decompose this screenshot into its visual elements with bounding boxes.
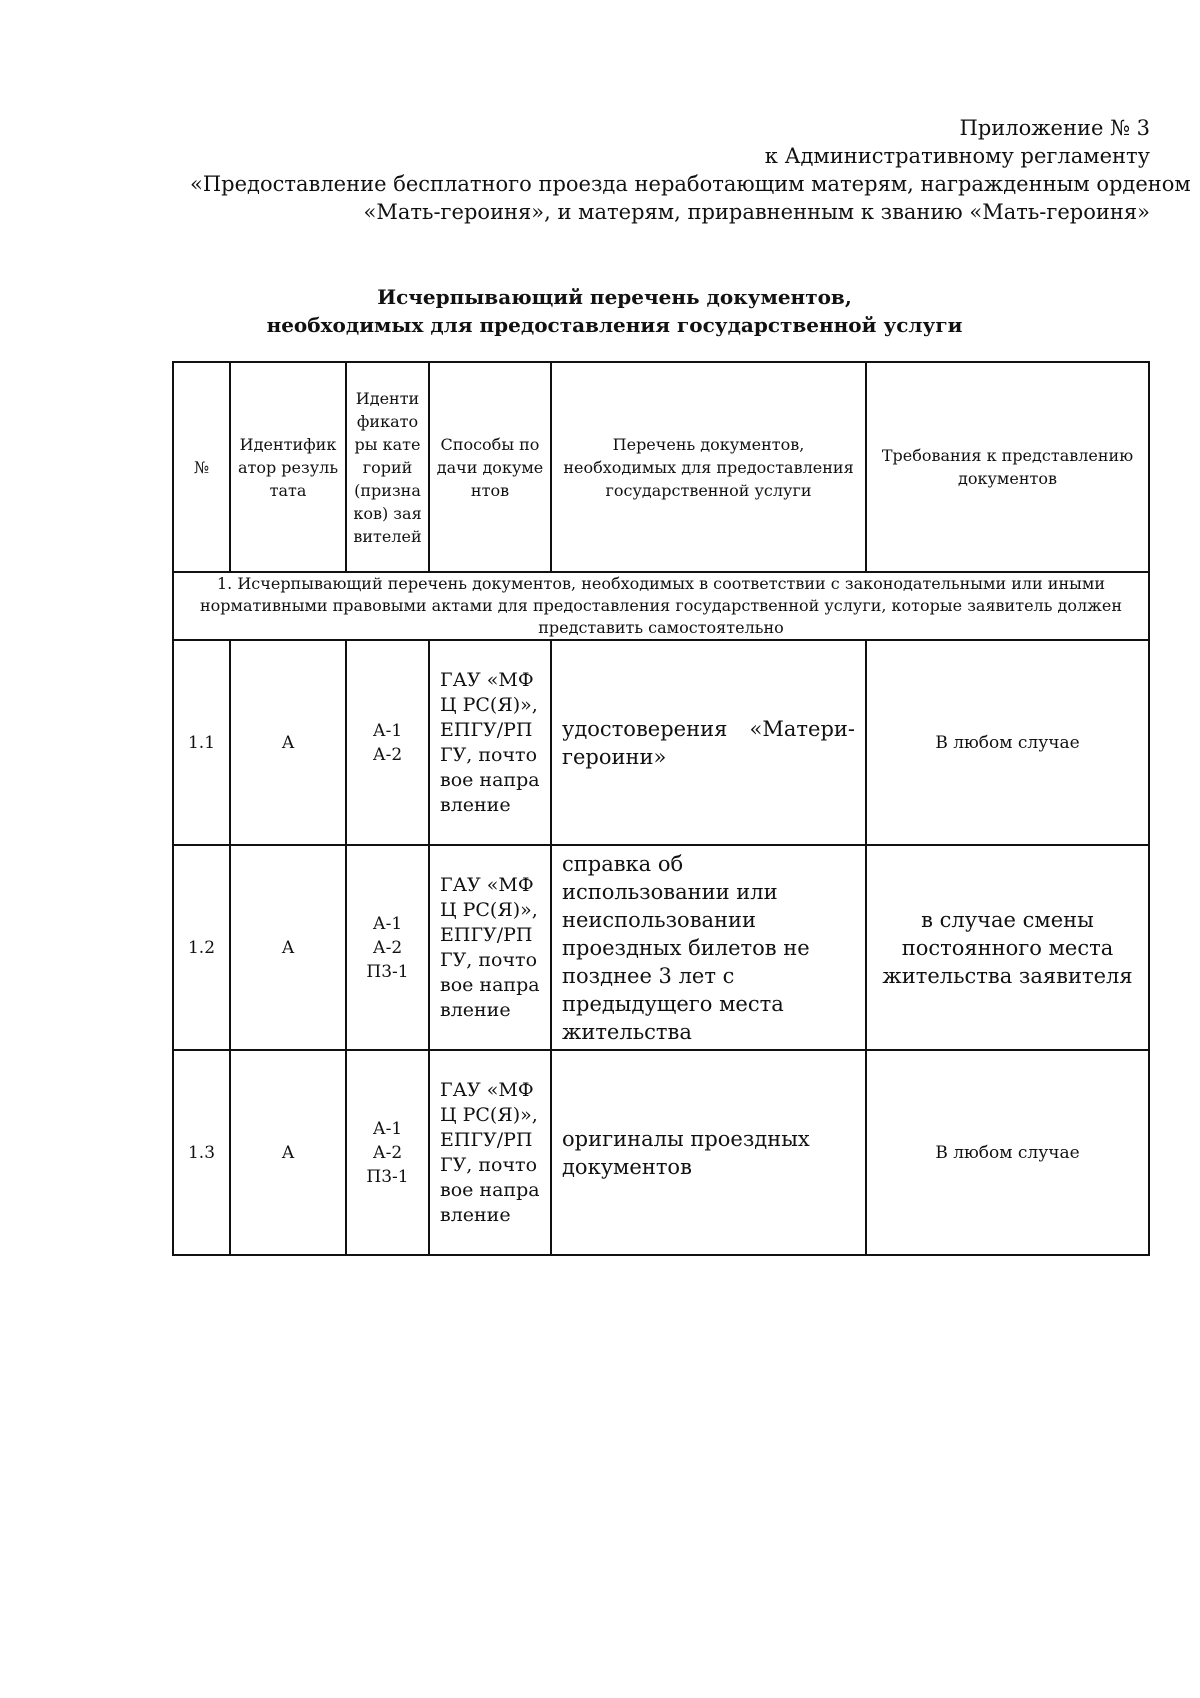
row-category-identifiers bbox=[346, 1050, 429, 1255]
category-code: А-1 bbox=[372, 720, 403, 741]
section-row bbox=[173, 572, 1149, 640]
category-code: А-2 bbox=[372, 937, 403, 958]
appendix-header bbox=[190, 114, 1191, 226]
row-result-identifier: А bbox=[230, 640, 346, 845]
category-code: А-2 bbox=[372, 744, 403, 765]
appendix-number: Приложение № 3 bbox=[959, 116, 1150, 140]
appendix-regulation-title-line1: «Предоставление бесплатного проезда неработающим матерям, награжденным орденом bbox=[190, 172, 1191, 196]
document-title-line1: Исчерпывающий перечень документов, bbox=[377, 285, 852, 309]
documents-table bbox=[172, 361, 1150, 1256]
header-category-identifiers: Идентификаторы категорий (признаков) заявителей bbox=[346, 362, 429, 572]
row-document: оригиналы проездных документов bbox=[551, 1050, 866, 1255]
row-category-identifiers bbox=[346, 845, 429, 1050]
row-number: 1.1 bbox=[173, 640, 230, 845]
header-number: № bbox=[173, 362, 230, 572]
table-row bbox=[173, 1050, 1149, 1255]
row-result-identifier: А bbox=[230, 1050, 346, 1255]
table-row bbox=[173, 845, 1149, 1050]
header-result-identifier: Идентификатор результата bbox=[230, 362, 346, 572]
document-title-line2: необходимых для предоставления государственной услуги bbox=[266, 313, 963, 337]
row-requirement: В любом случае bbox=[866, 1050, 1149, 1255]
appendix-regulation-title-line2: «Мать-героиня», и матерям, приравненным к званию «Мать-героиня» bbox=[363, 200, 1150, 224]
category-code: А-1 bbox=[372, 1118, 403, 1139]
header-documents-list: Перечень документов, необходимых для предоставления государственной услуги bbox=[551, 362, 866, 572]
table-row bbox=[173, 640, 1149, 845]
row-result-identifier: А bbox=[230, 845, 346, 1050]
row-requirement: В любом случае bbox=[866, 640, 1149, 845]
row-document: справка об использовании или неиспользовании проездных билетов не позднее 3 лет с предыдущего места жительства bbox=[551, 845, 866, 1050]
section-heading: 1. Исчерпывающий перечень документов, необходимых в соответствии с законодательными или иными нормативными правовыми актами для предоставления государственной услуги, которые заявитель должен представить самостоятельно bbox=[173, 572, 1149, 640]
row-submission-methods: ГАУ «МФЦ РС(Я)», ЕПГУ/РПГУ, почтовое направление bbox=[429, 640, 551, 845]
row-submission-methods: ГАУ «МФЦ РС(Я)», ЕПГУ/РПГУ, почтовое направление bbox=[429, 845, 551, 1050]
header-submission-methods: Способы подачи документов bbox=[429, 362, 551, 572]
table-header-row bbox=[173, 362, 1149, 572]
row-number: 1.3 bbox=[173, 1050, 230, 1255]
category-code: П3-1 bbox=[366, 1166, 409, 1187]
row-category-identifiers bbox=[346, 640, 429, 845]
category-code: П3-1 bbox=[366, 961, 409, 982]
category-code: А-2 bbox=[372, 1142, 403, 1163]
row-document: удостоверения «Матери-героини» bbox=[551, 640, 866, 845]
row-requirement: в случае смены постоянного места жительства заявителя bbox=[866, 845, 1149, 1050]
row-submission-methods: ГАУ «МФЦ РС(Я)», ЕПГУ/РПГУ, почтовое направление bbox=[429, 1050, 551, 1255]
category-code: А-1 bbox=[372, 913, 403, 934]
row-number: 1.2 bbox=[173, 845, 230, 1050]
appendix-reference: к Административному регламенту bbox=[764, 144, 1150, 168]
document-title bbox=[172, 283, 1057, 339]
header-requirements: Требования к представлению документов bbox=[866, 362, 1149, 572]
